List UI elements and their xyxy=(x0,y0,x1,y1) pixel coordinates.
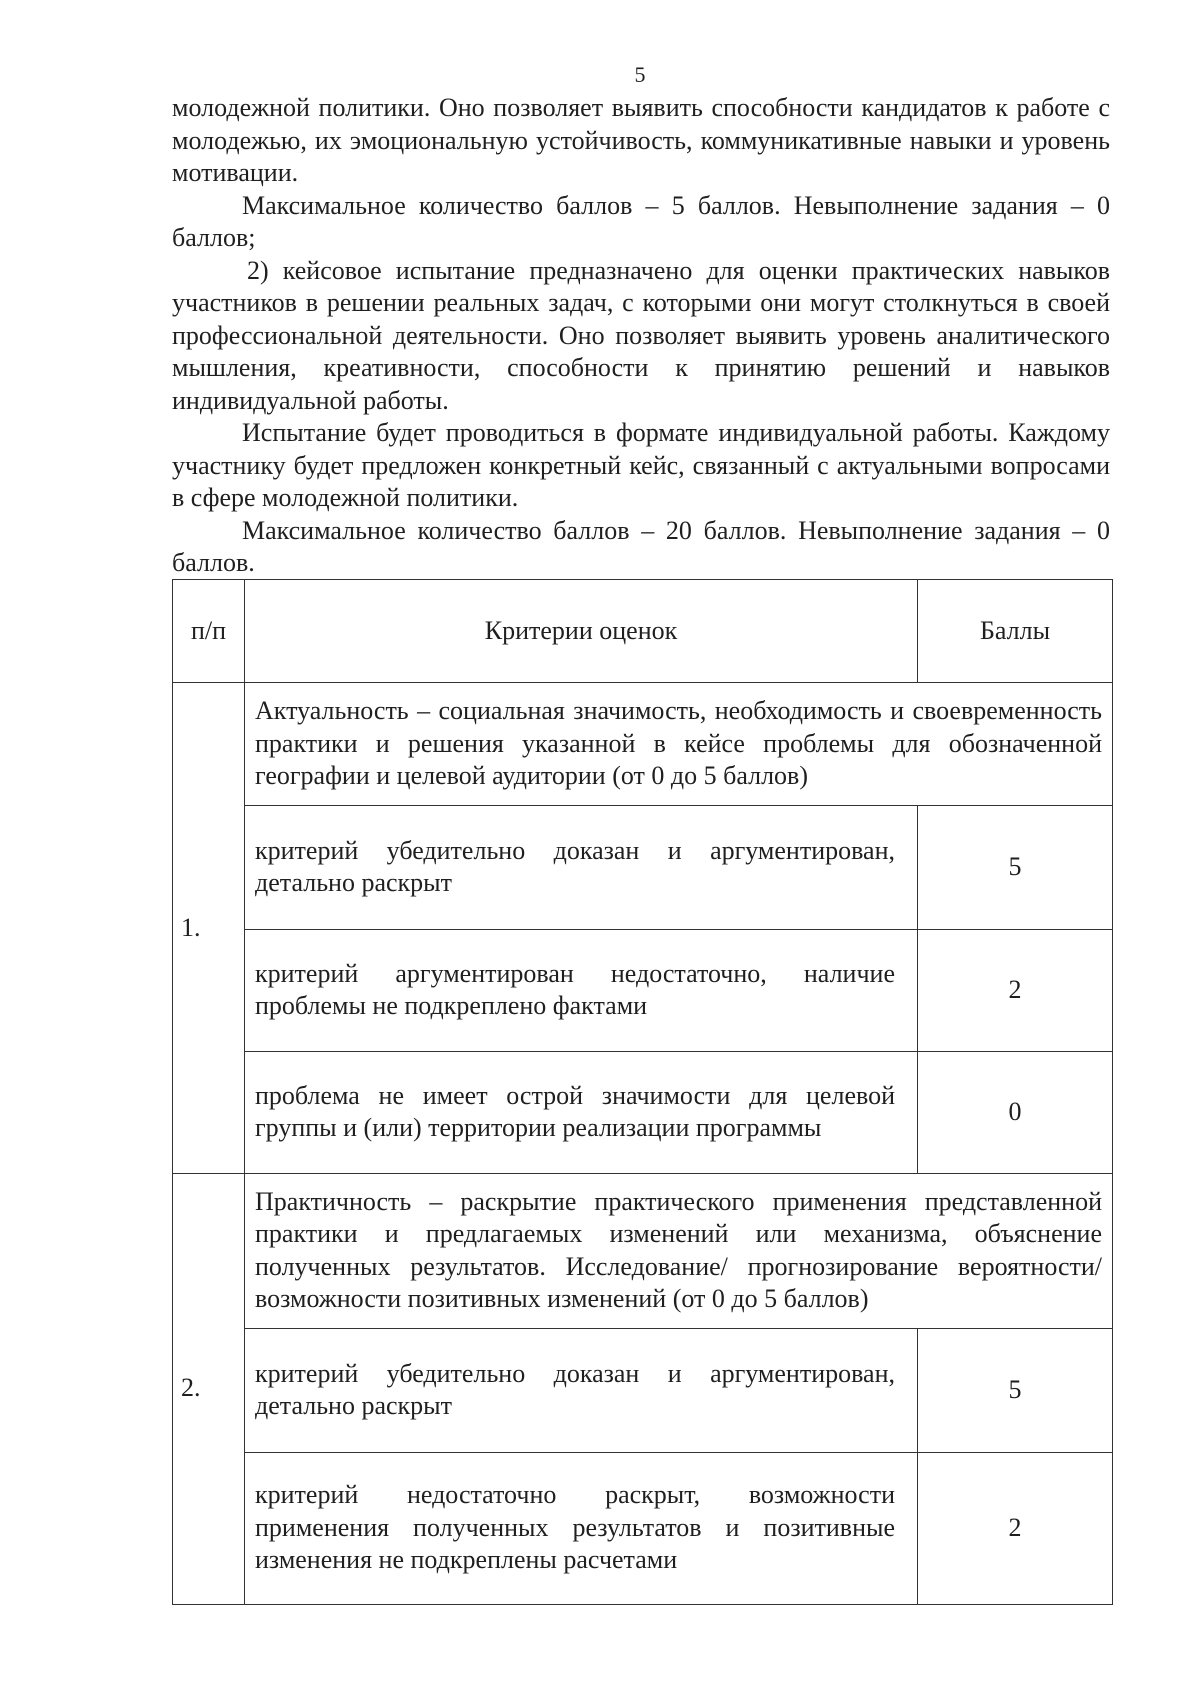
criterion-text: критерий аргументирован недостаточно, наличие проблемы не подкреплено фактами xyxy=(245,929,918,1051)
paragraph-max-score-1: Максимальное количество баллов – 5 баллов. Невыполнение задания – 0 баллов; xyxy=(172,190,1110,252)
criterion-score: 2 xyxy=(918,1452,1113,1604)
page-number: 5 xyxy=(634,62,646,87)
table-row xyxy=(173,1328,1113,1452)
criterion-text: критерий убедительно доказан и аргументирован, детально раскрыт xyxy=(245,1328,918,1452)
section-title: Актуальность – социальная значимость, необходимость и своевременность практики и решения указанной в кейсе проблемы для обозначенной географии и целевой аудитории (от 0 до 5 баллов) xyxy=(245,683,1113,806)
paragraph-test-format: Испытание будет проводиться в формате индивидуальной работы. Каждому участнику будет предложен конкретный кейс, связанный с актуальными вопросами в сфере молодежной политики. xyxy=(172,418,1110,512)
table-row xyxy=(173,929,1113,1051)
criterion-score: 5 xyxy=(918,1328,1113,1452)
criterion-text: критерий недостаточно раскрыт, возможности применения полученных результатов и позитивные изменения не подкреплены расчетами xyxy=(245,1452,918,1604)
table-row xyxy=(173,1452,1113,1604)
paragraph-continuation: молодежной политики. Оно позволяет выявить способности кандидатов к работе с молодежью, их эмоциональную устойчивость, коммуникативные навыки и уровень мотивации. xyxy=(172,93,1110,187)
criterion-score: 0 xyxy=(918,1051,1113,1173)
criterion-text: критерий убедительно доказан и аргументирован, детально раскрыт xyxy=(245,805,918,929)
table-row xyxy=(173,805,1113,929)
section-title: Практичность – раскрытие практического применения представленной практики и предлагаемых изменений или механизма, объяснение полученных результатов. Исследование/ прогнозирование вероятности/возможности позитивных изменений (от 0 до 5 баллов) xyxy=(245,1173,1113,1328)
paragraph-case-test: 2) кейсовое испытание предназначено для оценки практических навыков участников в решении реальных задач, с которыми они могут столкнуться в своей профессиональной деятельности. Оно позволяет выявить уровень аналитического мышления, креативности, способности к принятию решений и навыков индивидуальной работы. xyxy=(172,255,1110,415)
criterion-score: 2 xyxy=(918,929,1113,1051)
table-header-row xyxy=(173,580,1113,683)
paragraph-max-score-2: Максимальное количество баллов – 20 баллов. Невыполнение задания – 0 баллов. xyxy=(172,515,1110,577)
header-score: Баллы xyxy=(918,580,1113,683)
table-row xyxy=(173,1173,1113,1328)
header-criteria: Критерии оценок xyxy=(245,580,918,683)
criterion-text: проблема не имеет острой значимости для целевой группы и (или) территории реализации программы xyxy=(245,1051,918,1173)
table-row xyxy=(173,683,1113,806)
table-row xyxy=(173,1051,1113,1173)
criterion-score: 5 xyxy=(918,805,1113,929)
criteria-table xyxy=(172,579,1113,1605)
section-number: 2. xyxy=(173,1173,245,1604)
section-number: 1. xyxy=(173,683,245,1174)
body-text xyxy=(172,92,1110,580)
header-number: п/п xyxy=(173,580,245,683)
